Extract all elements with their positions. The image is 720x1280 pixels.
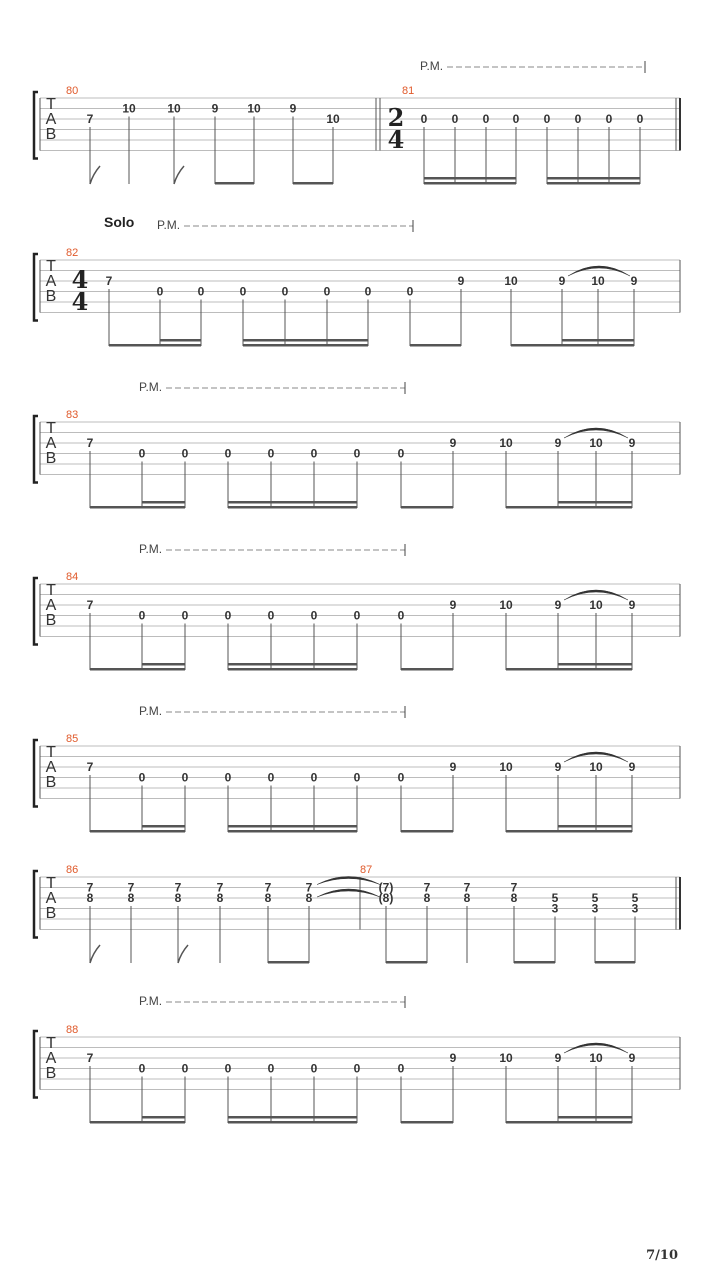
fret-number: 0 [239, 284, 247, 299]
tie-arc [317, 877, 380, 885]
fret-number: 0 [181, 608, 189, 623]
fret-number: 0 [138, 1061, 146, 1076]
fret-number: 9 [554, 1051, 562, 1065]
fret-number: 0 [181, 446, 189, 461]
note-beam [562, 339, 634, 342]
fret-number: 9 [449, 760, 457, 774]
note-beam [228, 506, 357, 509]
note-beam [109, 344, 160, 347]
system-bracket [34, 871, 38, 938]
tab-clef-letter: T [46, 582, 56, 599]
note-beam [268, 961, 309, 964]
note-beam [142, 501, 185, 504]
fret-number: 10 [499, 598, 513, 612]
tab-clef-letter: B [45, 126, 57, 143]
note-beam [228, 501, 357, 504]
palm-mute-label: P.M. [157, 218, 181, 232]
fret-number: 9 [628, 436, 636, 450]
time-signature-4-4-numerator: 4 [71, 265, 89, 294]
fret-number: 7 [86, 112, 94, 126]
note-beam [215, 182, 254, 185]
fret-number: 0 [281, 284, 289, 299]
note-beam [424, 177, 516, 180]
fret-number: 0 [364, 284, 372, 299]
note-beam [514, 961, 555, 964]
note-beam [142, 825, 185, 828]
note-flag [174, 166, 184, 184]
note-beam [142, 1121, 185, 1124]
fret-number: 10 [167, 101, 181, 116]
palm-mute-label: P.M. [139, 380, 163, 394]
note-beam [160, 339, 201, 342]
note-beam [228, 825, 357, 828]
measure-number: 82 [66, 247, 79, 259]
note-beam [558, 663, 632, 666]
fret-number: 9 [554, 598, 562, 612]
fret-number: 0 [482, 112, 490, 126]
note-beam [506, 668, 558, 671]
note-beam [558, 506, 632, 509]
note-beam [506, 1121, 558, 1124]
note-beam [90, 830, 142, 833]
fret-number: 7 [264, 880, 272, 895]
fret-number: 9 [554, 436, 562, 450]
fret-number: 0 [267, 608, 275, 623]
fret-number: 7 [105, 274, 113, 288]
tab-clef-letter: T [46, 258, 56, 275]
tab-clef-letter: B [45, 288, 57, 305]
note-beam [160, 344, 201, 347]
fret-number: 9 [630, 274, 638, 288]
measure-number: 83 [66, 409, 79, 421]
tab-clef-letter: A [45, 1050, 57, 1067]
tab-clef-letter: T [46, 744, 56, 761]
tab-clef-letter: B [45, 450, 57, 467]
fret-number: 0 [181, 770, 189, 785]
fret-number: 8 [305, 891, 313, 905]
system-bracket [34, 254, 38, 321]
measure-number: 88 [66, 1024, 79, 1036]
note-beam [228, 830, 357, 833]
note-beam [558, 668, 632, 671]
fret-number: 9 [449, 436, 457, 450]
tab-clef-letter: T [46, 875, 56, 892]
fret-number: 0 [310, 446, 318, 461]
fret-number: 5 [631, 891, 639, 905]
fret-number: 9 [449, 598, 457, 612]
fret-number: 7 [510, 880, 518, 895]
measure-number: 81 [402, 85, 415, 97]
fret-number: 10 [247, 101, 261, 116]
measure-number: 85 [66, 733, 79, 745]
fret-number: 0 [224, 1061, 232, 1076]
note-flag [90, 166, 100, 184]
note-beam [90, 668, 142, 671]
fret-number: 3 [591, 901, 599, 916]
fret-number: 0 [420, 112, 428, 126]
fret-number: 0 [574, 112, 582, 126]
tab-clef-letter: A [45, 890, 57, 907]
fret-number: 8 [463, 891, 471, 905]
note-beam [228, 1116, 357, 1119]
fret-number: 8 [510, 891, 518, 905]
tab-clef-letter: A [45, 111, 57, 128]
note-beam [424, 182, 516, 185]
fret-number: 10 [589, 598, 603, 612]
note-beam [506, 830, 558, 833]
tab-clef-letter: B [45, 905, 57, 922]
fret-number: 0 [310, 608, 318, 623]
fret-number: 9 [628, 598, 636, 612]
note-beam [142, 830, 185, 833]
fret-number: 0 [323, 284, 331, 299]
fret-number: 0 [397, 770, 405, 785]
note-beam [547, 182, 640, 185]
fret-number: 10 [499, 1051, 513, 1065]
fret-number: 9 [628, 760, 636, 774]
note-beam [558, 1121, 632, 1124]
fret-number: 7 [86, 880, 94, 895]
tab-clef-letter: A [45, 597, 57, 614]
fret-number: 8 [423, 891, 431, 905]
tab-clef-letter: T [46, 420, 56, 437]
fret-number: 9 [558, 274, 566, 288]
tab-clef-letter: A [45, 273, 57, 290]
fret-number: 0 [406, 284, 414, 299]
note-beam [401, 1121, 453, 1124]
fret-number: 10 [122, 101, 136, 116]
fret-number: 0 [267, 446, 275, 461]
fret-number: 0 [267, 1061, 275, 1076]
tab-clef-letter: A [45, 435, 57, 452]
fret-number: 8 [174, 891, 182, 905]
fret-number: 8 [264, 891, 272, 905]
tab-clef-letter: A [45, 759, 57, 776]
note-beam [243, 344, 368, 347]
fret-number: 0 [605, 112, 613, 126]
fret-number: 0 [353, 770, 361, 785]
fret-number: 10 [589, 1051, 603, 1065]
fret-number: 10 [589, 760, 603, 774]
note-beam [142, 506, 185, 509]
note-beam [547, 177, 640, 180]
fret-number: 10 [591, 274, 605, 288]
note-beam [401, 830, 453, 833]
note-beam [228, 668, 357, 671]
measure-number: 87 [360, 864, 373, 876]
time-signature-2-4-denominator: 4 [387, 125, 405, 154]
note-beam [401, 668, 453, 671]
fret-number: 0 [451, 112, 459, 126]
time-signature-2-4-numerator: 2 [387, 103, 405, 132]
fret-number: 5 [591, 891, 599, 905]
palm-mute-label: P.M. [420, 59, 444, 73]
fret-number: 10 [589, 436, 603, 450]
note-beam [410, 344, 461, 347]
tab-clef-letter: T [46, 1035, 56, 1052]
fret-number: 10 [326, 112, 340, 126]
note-beam [401, 506, 453, 509]
fret-number: 0 [310, 1061, 318, 1076]
fret-number: 9 [554, 760, 562, 774]
fret-number: (7) [378, 880, 394, 895]
fret-number: 9 [628, 1051, 636, 1065]
note-beam [142, 663, 185, 666]
measure-number: 80 [66, 85, 79, 97]
fret-number: 3 [551, 901, 559, 916]
fret-number: 7 [86, 436, 94, 450]
fret-number: 7 [305, 880, 313, 895]
fret-number: 0 [512, 112, 520, 126]
measure-number: 84 [66, 571, 79, 583]
fret-number: 9 [449, 1051, 457, 1065]
system-bracket [34, 416, 38, 483]
fret-number: 10 [499, 760, 513, 774]
fret-number: 0 [310, 770, 318, 785]
note-beam [228, 1121, 357, 1124]
fret-number: 0 [353, 446, 361, 461]
fret-number: 0 [224, 608, 232, 623]
fret-number: 8 [127, 891, 135, 905]
note-beam [506, 506, 558, 509]
fret-number: 0 [156, 284, 164, 299]
fret-number: 0 [224, 446, 232, 461]
fret-number: (8) [378, 891, 394, 905]
note-beam [142, 668, 185, 671]
fret-number: 5 [551, 891, 559, 905]
time-signature-4-4-denominator: 4 [71, 287, 89, 316]
note-beam [142, 1116, 185, 1119]
system-bracket [34, 578, 38, 645]
fret-number: 7 [216, 880, 224, 895]
tab-clef-letter: B [45, 1065, 57, 1082]
fret-number: 3 [631, 901, 639, 916]
note-beam [558, 1116, 632, 1119]
fret-number: 0 [181, 1061, 189, 1076]
fret-number: 7 [86, 760, 94, 774]
fret-number: 8 [216, 891, 224, 905]
note-beam [228, 663, 357, 666]
tie-arc [317, 889, 380, 897]
note-beam [511, 344, 562, 347]
note-beam [90, 1121, 142, 1124]
section-label-solo: Solo [104, 214, 135, 230]
fret-number: 0 [397, 446, 405, 461]
fret-number: 0 [197, 284, 205, 299]
fret-number: 0 [138, 608, 146, 623]
system-bracket [34, 740, 38, 807]
note-beam [558, 501, 632, 504]
fret-number: 0 [267, 770, 275, 785]
fret-number: 7 [174, 880, 182, 895]
note-beam [293, 182, 333, 185]
note-beam [386, 961, 427, 964]
note-beam [90, 506, 142, 509]
fret-number: 7 [86, 1051, 94, 1065]
fret-number: 7 [127, 880, 135, 895]
fret-number: 0 [543, 112, 551, 126]
fret-number: 9 [211, 101, 219, 116]
system-bracket [34, 92, 38, 159]
fret-number: 0 [353, 608, 361, 623]
fret-number: 7 [423, 880, 431, 895]
note-beam [243, 339, 368, 342]
palm-mute-label: P.M. [139, 704, 163, 718]
note-beam [562, 344, 634, 347]
fret-number: 0 [224, 770, 232, 785]
fret-number: 9 [289, 101, 297, 116]
note-beam [558, 825, 632, 828]
fret-number: 0 [397, 608, 405, 623]
note-flag [90, 945, 100, 963]
note-flag [178, 945, 188, 963]
system-bracket [34, 1031, 38, 1098]
fret-number: 0 [636, 112, 644, 126]
fret-number: 10 [504, 274, 518, 288]
palm-mute-label: P.M. [139, 994, 163, 1008]
fret-number: 8 [86, 891, 94, 905]
fret-number: 10 [499, 436, 513, 450]
tab-clef-letter: B [45, 612, 57, 629]
fret-number: 9 [457, 274, 465, 288]
tab-clef-letter: T [46, 96, 56, 113]
fret-number: 0 [397, 1061, 405, 1076]
fret-number: 0 [138, 446, 146, 461]
palm-mute-label: P.M. [139, 542, 163, 556]
fret-number: 0 [353, 1061, 361, 1076]
fret-number: 7 [86, 598, 94, 612]
tab-clef-letter: B [45, 774, 57, 791]
fret-number: 7 [463, 880, 471, 895]
note-beam [558, 830, 632, 833]
page-number: 7/10 [646, 1248, 678, 1263]
fret-number: 0 [138, 770, 146, 785]
note-beam [595, 961, 635, 964]
measure-number: 86 [66, 864, 79, 876]
